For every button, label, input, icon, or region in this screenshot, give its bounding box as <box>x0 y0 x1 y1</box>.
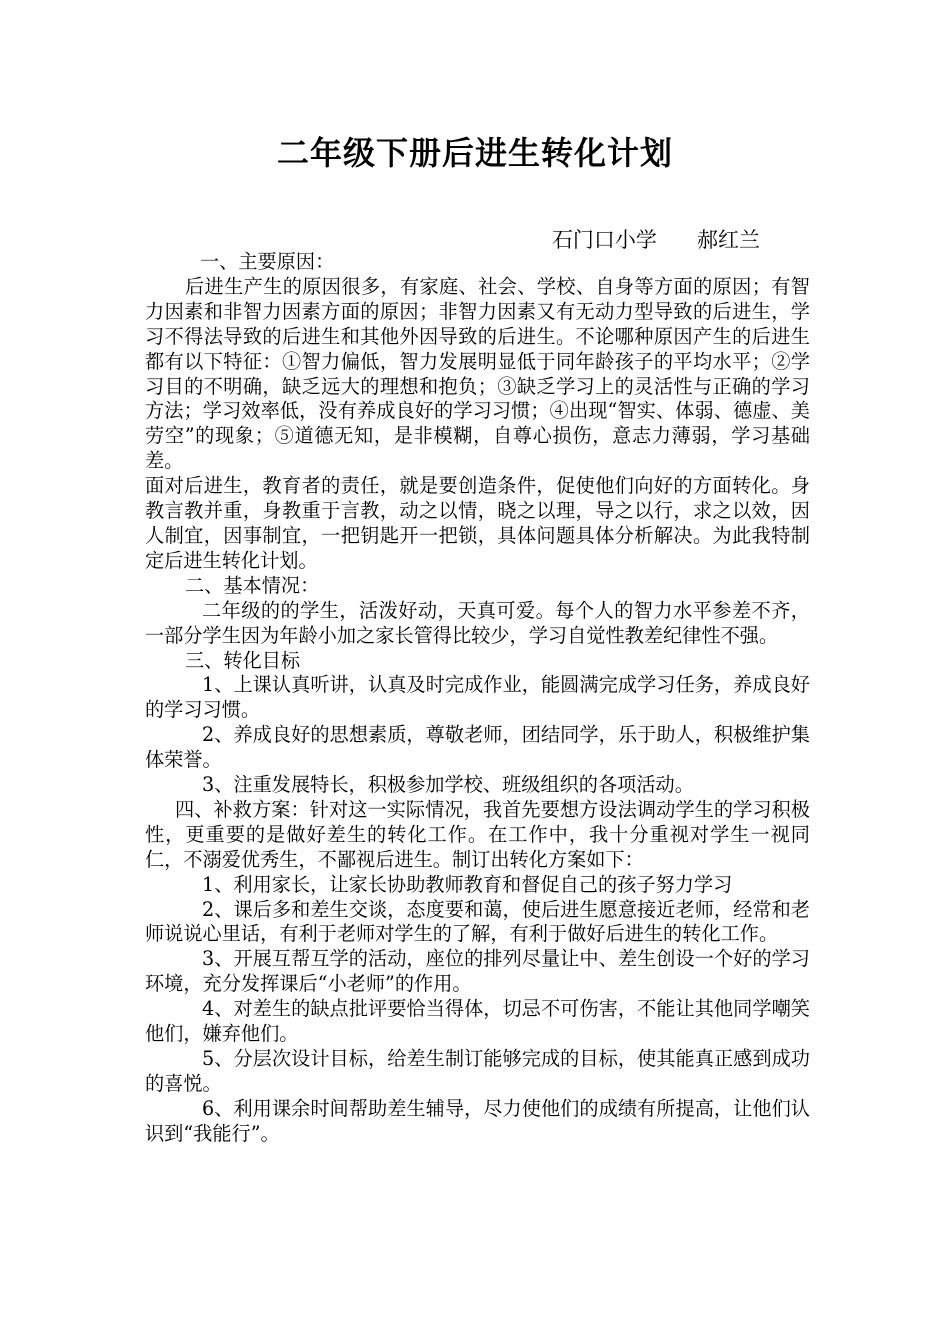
goal-item: 1、上课认真听讲，认真及时完成作业，能圆满完成学习任务，养成良好的学习习惯。 <box>145 673 810 722</box>
remedy-item: 3、开展互帮互学的活动，座位的排列尽量让中、差生创设一个好的学习环境，充分发挥课后“小老师”的作用。 <box>145 947 810 996</box>
paragraph-responsibility: 面对后进生，教育者的责任，就是要创造条件，促使他们向好的方面转化。身教言教并重，身教重于言教，动之以情，晓之以理，导之以行，求之以效，因人制宜，因事制宜，一把钥匙开一把锁，具体问题具体分析解决。为此我特制定后进生转化计划。 <box>145 474 810 572</box>
document-title: 二年级下册后进生转化计划 <box>276 134 673 172</box>
remedy-item: 6、利用课余时间帮助差生辅导，尽力使他们的成绩有所提高，让他们认识到“我能行”。 <box>145 1096 810 1145</box>
goal-item: 2、养成良好的思想素质，尊敬老师，团结同学，乐于助人，积极维护集体荣誉。 <box>145 723 810 772</box>
remedy-item: 4、对差生的缺点批评要恰当得体，切忌不可伤害，不能让其他同学嘲笑他们，嫌弃他们。 <box>145 997 810 1046</box>
remedy-item: 2、课后多和差生交谈，态度要和蔼，使后进生愿意接近老师，经常和老师说说心里话，有利于老师对学生的了解，有利于做好后进生的转化工作。 <box>145 897 810 946</box>
paragraph-basic-situation: 二年级的的学生，活泼好动，天真可爱。每个人的智力水平参差不齐，一部分学生因为年龄小加之家长管得比较少，学习自觉性教差纪律性不强。 <box>145 598 810 647</box>
author-line: 石门口小学 郝红兰 <box>551 228 760 252</box>
paragraph-causes: 后进生产生的原因很多，有家庭、社会、学校、自身等方面的原因；有智力因素和非智力因素方面的原因；非智力因素又有无动力型导致的后进生，学习不得法导致的后进生和其他外因导致的后进生。不论哪种原因产生的后进生都有以下特征：①智力偏低，智力发展明显低于同年龄孩子的平均水平；②学习目的不明确，缺乏远大的理想和抱负；③缺乏学习上的灵活性与正确的学习方法；学习效率低，没有养成良好的学习习惯；④出现“智实、体弱、德虚、美劳空”的现象；⑤道德无知，是非模糊，自尊心损伤，意志力薄弱，学习基础差。 <box>145 274 810 473</box>
section-remedy-intro: 四、补救方案：针对这一实际情况，我首先要想方设法调动学生的学习积极性，更重要的是做好差生的转化工作。在工作中，我十分重视对学生一视同仁，不溺爱优秀生，不鄙视后进生。制订出转化方案如下： <box>145 797 810 871</box>
section-heading-basic-situation: 二、基本情况： <box>185 573 320 597</box>
remedy-item: 1、利用家长，让家长协助教师教育和督促自己的孩子努力学习 <box>202 872 733 896</box>
section-heading-causes: 一、主要原因： <box>200 250 335 273</box>
section-heading-goals: 三、转化目标 <box>185 648 301 672</box>
remedy-item: 5、分层次设计目标，给差生制订能够完成的目标，使其能真正感到成功的喜悦。 <box>145 1047 810 1095</box>
document-body <box>145 250 810 1147</box>
goal-item: 3、注重发展特长，积极参加学校、班级组织的各项活动。 <box>202 773 694 797</box>
